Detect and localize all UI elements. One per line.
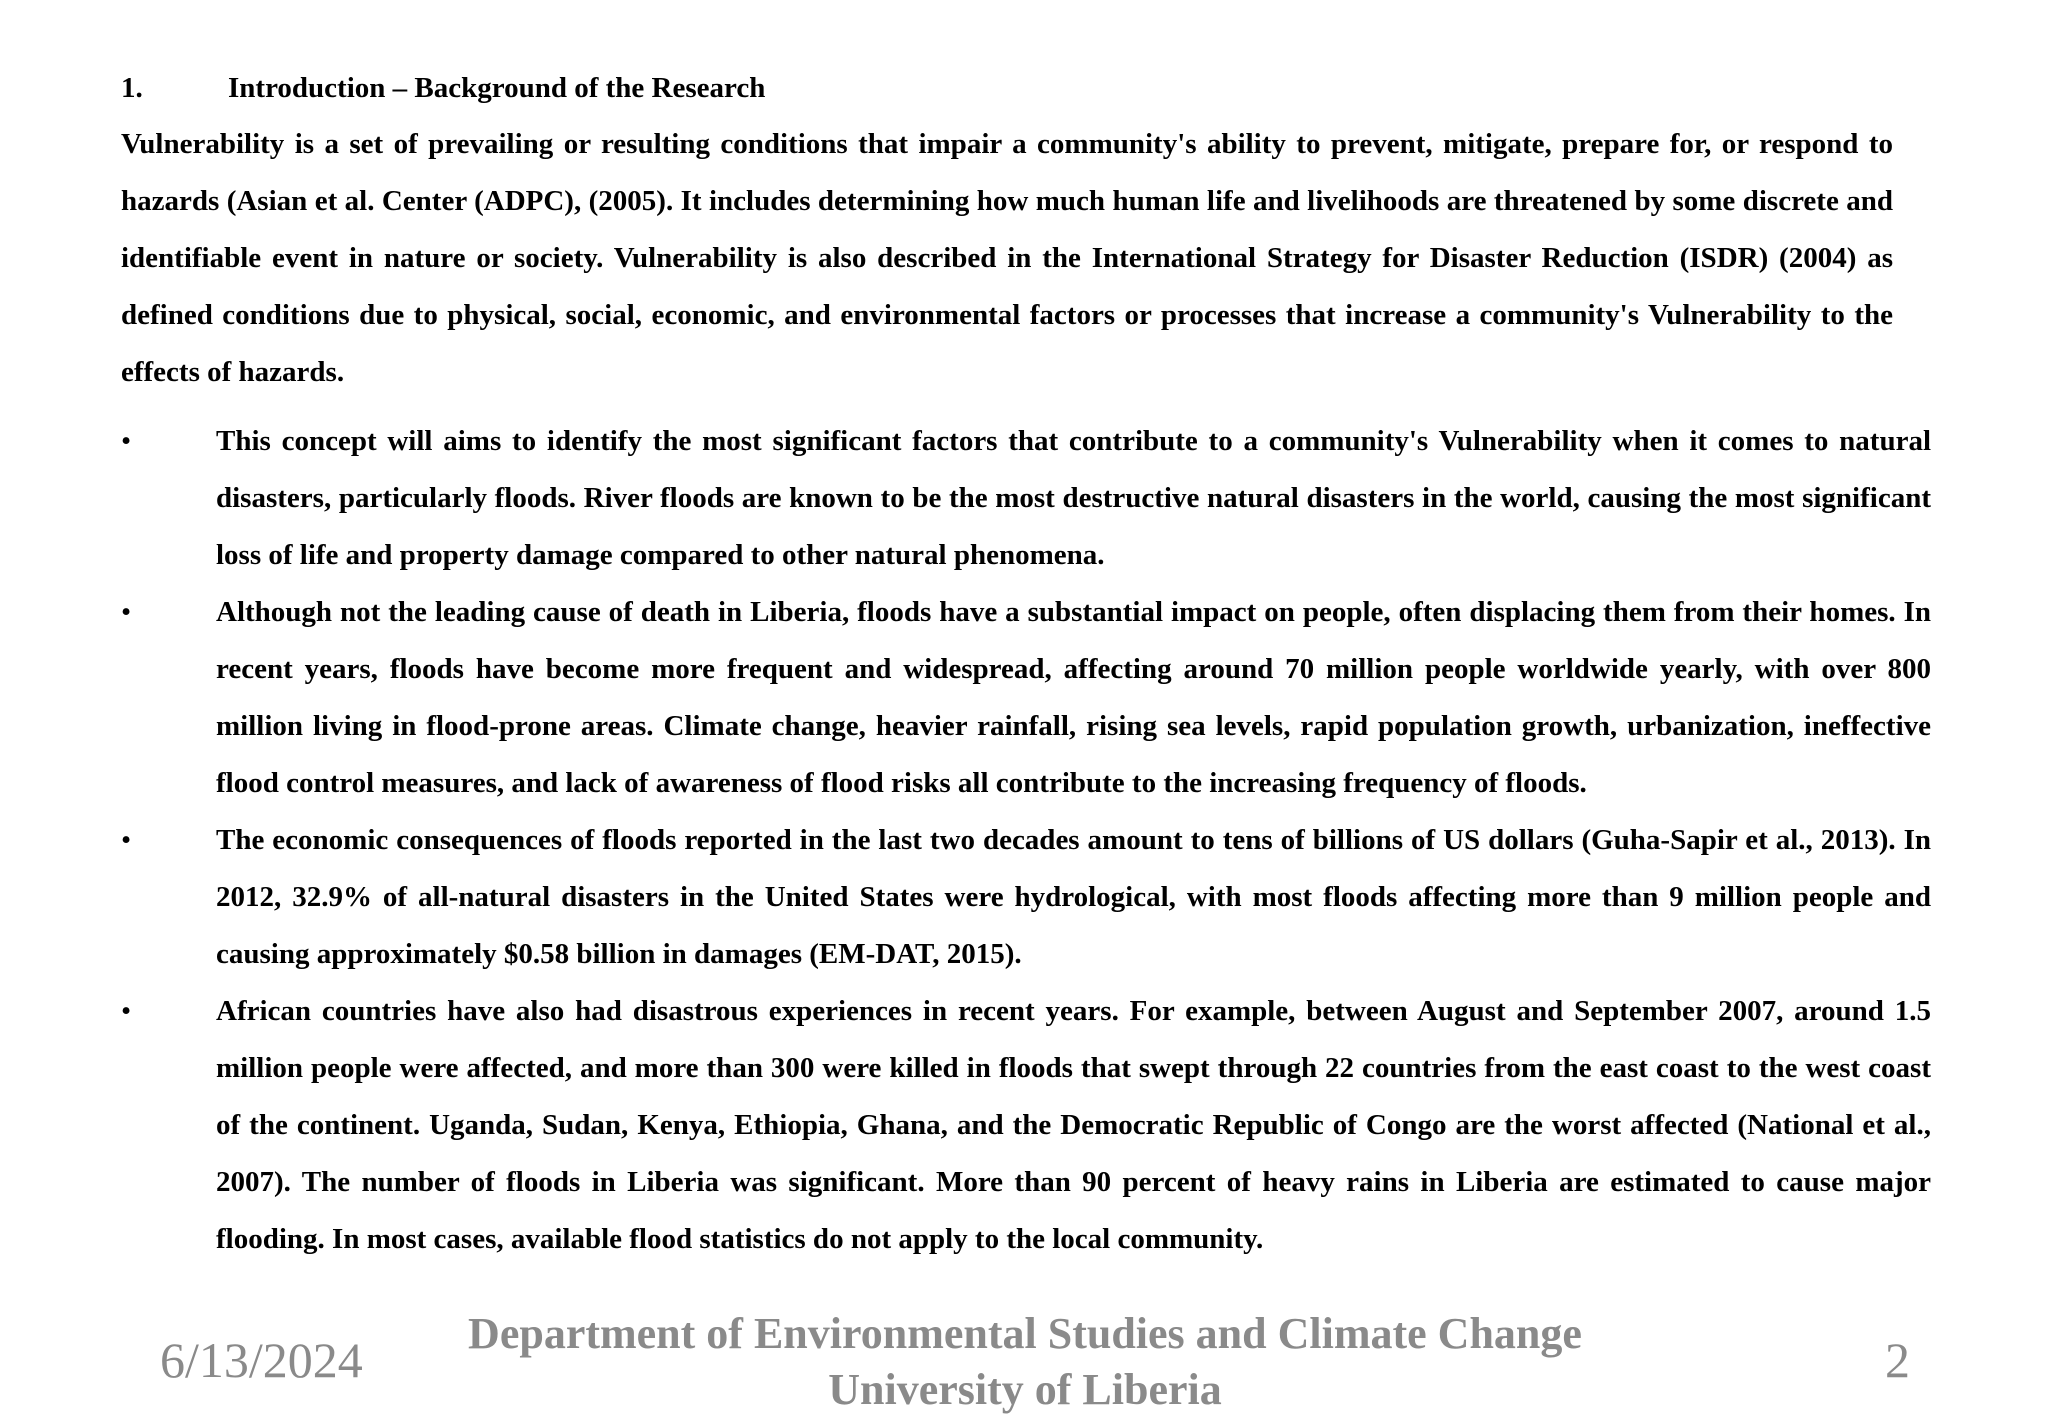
bullet-icon: • — [121, 425, 132, 457]
footer-department: Department of Environmental Studies and Climate Change — [468, 1309, 1582, 1358]
footer-university: University of Liberia — [828, 1365, 1222, 1414]
bullet-item — [121, 584, 1931, 812]
bullet-icon: • — [121, 596, 132, 628]
page-number: 2 — [1885, 1332, 1910, 1388]
section-number: 1. — [121, 72, 143, 104]
bullet-text: Although not the leading cause of death in Liberia, floods have a substantial impact on people, often displacing them from their homes. In recent years, floods have become more frequent and widespread, affecting around 70 million people worldwide yearly, with over 800 million living in flood-prone areas. Climate change, heavier rainfall, rising sea levels, rapid population growth, urbanization, ineffective flood control measures, and lack of awareness of flood risks all contribute to the increasing frequency of floods. — [216, 596, 1931, 799]
bullet-list — [121, 413, 1931, 1268]
bullet-text: The economic consequences of floods reported in the last two decades amount to tens of billions of US dollars (Guha-Sapir et al., 2013). In 2012, 32.9% of all-natural disasters in the United States were hydrological, with most floods affecting more than 9 million people and causing approximately $0.58 billion in damages (EM-DAT, 2015). — [216, 824, 1931, 970]
section-heading — [121, 68, 765, 108]
bullet-text: This concept will aims to identify the most significant factors that contribute to a community's Vulnerability when it comes to natural disasters, particularly floods. River floods are known to be the most destructive natural disasters in the world, causing the most significant loss of life and property damage compared to other natural phenomena. — [216, 425, 1931, 571]
bullet-item — [121, 413, 1931, 584]
bullet-text: African countries have also had disastrous experiences in recent years. For example, between August and September 2007, around 1.5 million people were affected, and more than 300 were killed in floods that swept through 22 countries from the east coast to the west coast of the continent. Uganda, Sudan, Kenya, Ethiopia, Ghana, and the Democratic Republic of Congo are the worst affected (National et al., 2007). The number of floods in Liberia was significant. More than 90 percent of heavy rains in Liberia are estimated to cause major flooding. In most cases, available flood statistics do not apply to the local community. — [216, 995, 1931, 1255]
bullet-icon: • — [121, 995, 132, 1027]
bullet-icon: • — [121, 824, 132, 856]
footer-date: 6/13/2024 — [160, 1332, 363, 1388]
intro-paragraph: Vulnerability is a set of prevailing or resulting conditions that impair a community's ability to prevent, mitigate, prepare for, or respond to hazards (Asian et al. Center (ADPC), (2005). It includes determining how much human life and livelihoods are threatened by some discrete and identifiable event in nature or society. Vulnerability is also described in the International Strategy for Disaster Reduction (ISDR) (2004) as defined conditions due to physical, social, economic, and environmental factors or processes that increase a community's Vulnerability to the effects of hazards. — [121, 128, 1893, 388]
bullet-item — [121, 812, 1931, 983]
bullet-item — [121, 983, 1931, 1268]
footer-institution — [380, 1306, 1670, 1418]
section-title: Introduction – Background of the Research — [228, 72, 766, 104]
